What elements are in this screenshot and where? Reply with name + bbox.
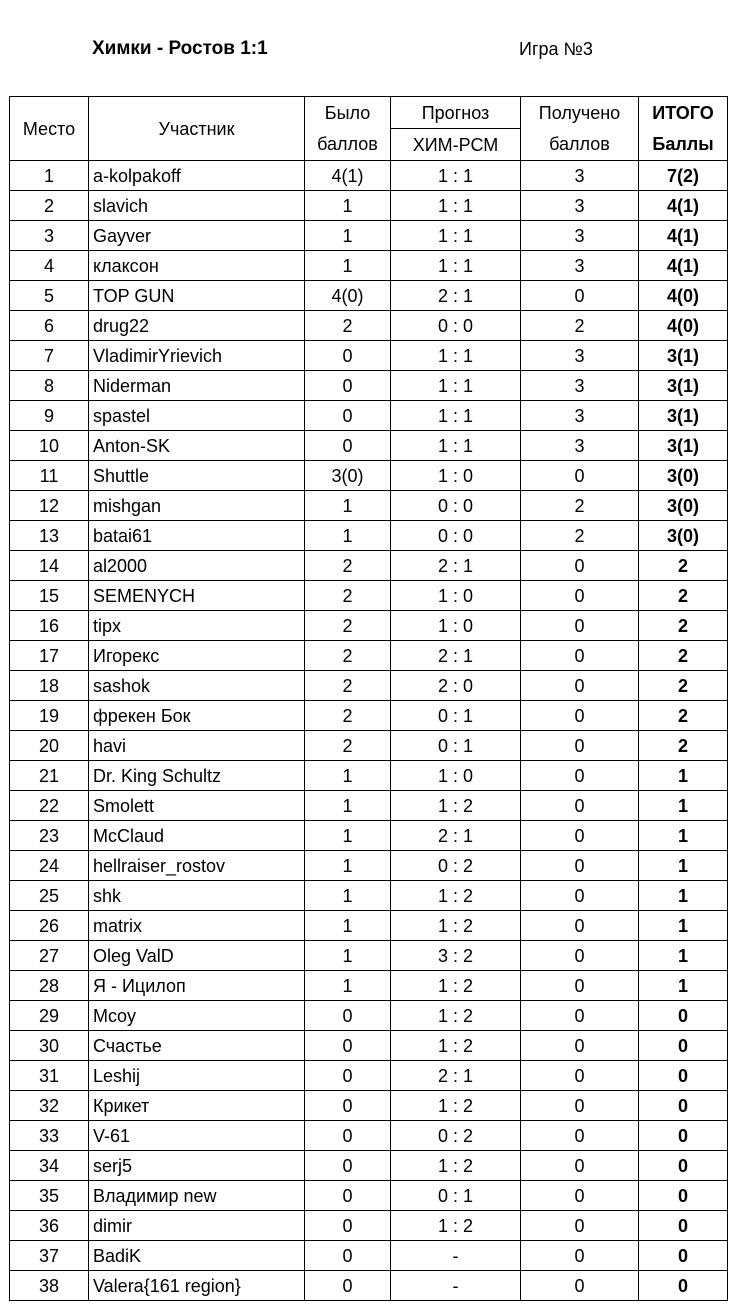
cell-got-points: 0 xyxy=(521,1181,639,1211)
table-row xyxy=(10,521,728,551)
cell-place: 20 xyxy=(10,731,89,761)
cell-total: 1 xyxy=(639,941,728,971)
cell-forecast: 1 : 2 xyxy=(391,1091,521,1121)
cell-place: 21 xyxy=(10,761,89,791)
table-row xyxy=(10,371,728,401)
cell-participant: VladimirYrievich xyxy=(89,341,305,371)
cell-got-points: 0 xyxy=(521,941,639,971)
cell-total: 7(2) xyxy=(639,161,728,191)
table-row xyxy=(10,761,728,791)
cell-place: 30 xyxy=(10,1031,89,1061)
table-row xyxy=(10,491,728,521)
cell-place: 24 xyxy=(10,851,89,881)
cell-forecast: 1 : 2 xyxy=(391,791,521,821)
cell-had-points: 1 xyxy=(305,881,391,911)
header-got-bottom: баллов xyxy=(521,129,639,161)
cell-got-points: 3 xyxy=(521,431,639,461)
cell-had-points: 1 xyxy=(305,791,391,821)
cell-forecast: 1 : 2 xyxy=(391,911,521,941)
cell-had-points: 2 xyxy=(305,551,391,581)
cell-participant: Dr. King Schultz xyxy=(89,761,305,791)
cell-had-points: 0 xyxy=(305,1001,391,1031)
cell-got-points: 0 xyxy=(521,1061,639,1091)
cell-forecast: 1 : 1 xyxy=(391,221,521,251)
cell-participant: spastel xyxy=(89,401,305,431)
cell-place: 33 xyxy=(10,1121,89,1151)
cell-had-points: 0 xyxy=(305,1091,391,1121)
cell-forecast: 1 : 1 xyxy=(391,341,521,371)
cell-got-points: 0 xyxy=(521,671,639,701)
cell-place: 27 xyxy=(10,941,89,971)
cell-total: 2 xyxy=(639,671,728,701)
cell-got-points: 2 xyxy=(521,311,639,341)
cell-had-points: 1 xyxy=(305,971,391,1001)
cell-place: 31 xyxy=(10,1061,89,1091)
table-row xyxy=(10,461,728,491)
cell-total: 2 xyxy=(639,581,728,611)
cell-place: 2 xyxy=(10,191,89,221)
cell-participant: drug22 xyxy=(89,311,305,341)
cell-total: 1 xyxy=(639,791,728,821)
cell-forecast: 0 : 1 xyxy=(391,1181,521,1211)
cell-total: 2 xyxy=(639,551,728,581)
cell-forecast: 2 : 1 xyxy=(391,641,521,671)
game-number: Игра №3 xyxy=(519,39,593,59)
header-forecast-top: Прогноз xyxy=(391,97,521,129)
cell-total: 3(0) xyxy=(639,521,728,551)
cell-got-points: 0 xyxy=(521,791,639,821)
cell-had-points: 4(0) xyxy=(305,281,391,311)
match-title: Химки - Ростов 1:1 xyxy=(92,38,268,59)
cell-participant: Игорекс xyxy=(89,641,305,671)
header-had-top: Было xyxy=(305,97,391,129)
cell-forecast: 0 : 2 xyxy=(391,1121,521,1151)
cell-total: 4(1) xyxy=(639,191,728,221)
cell-had-points: 2 xyxy=(305,581,391,611)
cell-forecast: 1 : 0 xyxy=(391,611,521,641)
cell-got-points: 0 xyxy=(521,581,639,611)
table-row xyxy=(10,1091,728,1121)
cell-total: 0 xyxy=(639,1151,728,1181)
table-row xyxy=(10,1031,728,1061)
cell-got-points: 0 xyxy=(521,851,639,881)
table-row xyxy=(10,971,728,1001)
cell-total: 2 xyxy=(639,611,728,641)
cell-forecast: 1 : 1 xyxy=(391,371,521,401)
table-row xyxy=(10,941,728,971)
cell-total: 4(0) xyxy=(639,311,728,341)
table-row xyxy=(10,161,728,191)
cell-forecast: 0 : 1 xyxy=(391,731,521,761)
cell-participant: al2000 xyxy=(89,551,305,581)
table-row xyxy=(10,1151,728,1181)
cell-place: 16 xyxy=(10,611,89,641)
cell-got-points: 3 xyxy=(521,371,639,401)
cell-forecast: 1 : 2 xyxy=(391,1001,521,1031)
cell-got-points: 0 xyxy=(521,1001,639,1031)
cell-got-points: 0 xyxy=(521,881,639,911)
cell-place: 36 xyxy=(10,1211,89,1241)
header-had-bottom: баллов xyxy=(305,129,391,161)
cell-got-points: 0 xyxy=(521,611,639,641)
cell-forecast: 0 : 0 xyxy=(391,491,521,521)
cell-total: 3(1) xyxy=(639,401,728,431)
cell-total: 1 xyxy=(639,971,728,1001)
table-row xyxy=(10,1061,728,1091)
cell-place: 4 xyxy=(10,251,89,281)
cell-place: 17 xyxy=(10,641,89,671)
cell-forecast: 3 : 2 xyxy=(391,941,521,971)
cell-forecast: 1 : 2 xyxy=(391,971,521,1001)
cell-forecast: 1 : 1 xyxy=(391,161,521,191)
cell-got-points: 0 xyxy=(521,1241,639,1271)
cell-got-points: 0 xyxy=(521,461,639,491)
table-row xyxy=(10,611,728,641)
table-row xyxy=(10,1271,728,1301)
cell-place: 35 xyxy=(10,1181,89,1211)
cell-had-points: 0 xyxy=(305,1181,391,1211)
cell-had-points: 3(0) xyxy=(305,461,391,491)
cell-place: 10 xyxy=(10,431,89,461)
cell-got-points: 0 xyxy=(521,701,639,731)
cell-got-points: 3 xyxy=(521,221,639,251)
cell-place: 11 xyxy=(10,461,89,491)
cell-forecast: 1 : 0 xyxy=(391,761,521,791)
cell-had-points: 1 xyxy=(305,851,391,881)
cell-had-points: 1 xyxy=(305,821,391,851)
cell-total: 0 xyxy=(639,1121,728,1151)
table-row xyxy=(10,851,728,881)
cell-participant: Владимир new xyxy=(89,1181,305,1211)
cell-participant: Oleg ValD xyxy=(89,941,305,971)
cell-place: 6 xyxy=(10,311,89,341)
cell-participant: Shuttle xyxy=(89,461,305,491)
cell-forecast: - xyxy=(391,1271,521,1301)
cell-forecast: 2 : 0 xyxy=(391,671,521,701)
table-row xyxy=(10,1001,728,1031)
cell-had-points: 0 xyxy=(305,371,391,401)
cell-participant: slavich xyxy=(89,191,305,221)
cell-participant: sashok xyxy=(89,671,305,701)
header-got-top: Получено xyxy=(521,97,639,129)
cell-total: 2 xyxy=(639,731,728,761)
table-row xyxy=(10,581,728,611)
cell-total: 3(1) xyxy=(639,341,728,371)
cell-got-points: 3 xyxy=(521,191,639,221)
table-row xyxy=(10,701,728,731)
cell-participant: a-kolpakoff xyxy=(89,161,305,191)
cell-forecast: 2 : 1 xyxy=(391,1061,521,1091)
cell-had-points: 0 xyxy=(305,1211,391,1241)
table-row xyxy=(10,821,728,851)
cell-total: 3(1) xyxy=(639,371,728,401)
cell-had-points: 0 xyxy=(305,401,391,431)
cell-had-points: 0 xyxy=(305,1241,391,1271)
cell-got-points: 0 xyxy=(521,1151,639,1181)
table-row xyxy=(10,911,728,941)
cell-had-points: 2 xyxy=(305,311,391,341)
cell-had-points: 1 xyxy=(305,491,391,521)
cell-forecast: 1 : 2 xyxy=(391,1211,521,1241)
cell-got-points: 0 xyxy=(521,551,639,581)
cell-got-points: 0 xyxy=(521,1091,639,1121)
cell-participant: клаксон xyxy=(89,251,305,281)
cell-place: 23 xyxy=(10,821,89,851)
cell-got-points: 0 xyxy=(521,761,639,791)
cell-participant: hellraiser_rostov xyxy=(89,851,305,881)
table-row xyxy=(10,221,728,251)
cell-forecast: 0 : 1 xyxy=(391,701,521,731)
cell-got-points: 0 xyxy=(521,1211,639,1241)
cell-place: 5 xyxy=(10,281,89,311)
cell-total: 2 xyxy=(639,701,728,731)
table-row xyxy=(10,251,728,281)
table-row xyxy=(10,281,728,311)
cell-forecast: 0 : 0 xyxy=(391,311,521,341)
cell-total: 4(1) xyxy=(639,221,728,251)
cell-forecast: 2 : 1 xyxy=(391,821,521,851)
cell-participant: dimir xyxy=(89,1211,305,1241)
cell-had-points: 0 xyxy=(305,1271,391,1301)
cell-participant: Anton-SK xyxy=(89,431,305,461)
standings-rows xyxy=(10,161,728,1301)
cell-total: 0 xyxy=(639,1241,728,1271)
table-row xyxy=(10,191,728,221)
table-row xyxy=(10,671,728,701)
cell-had-points: 0 xyxy=(305,341,391,371)
cell-participant: Я - Ицилоп xyxy=(89,971,305,1001)
table-row xyxy=(10,431,728,461)
cell-total: 1 xyxy=(639,761,728,791)
cell-place: 26 xyxy=(10,911,89,941)
cell-got-points: 3 xyxy=(521,161,639,191)
header-total-bottom: Баллы xyxy=(639,129,728,161)
cell-participant: Niderman xyxy=(89,371,305,401)
cell-forecast: 1 : 2 xyxy=(391,1031,521,1061)
cell-place: 34 xyxy=(10,1151,89,1181)
cell-total: 0 xyxy=(639,1271,728,1301)
cell-got-points: 3 xyxy=(521,401,639,431)
cell-total: 1 xyxy=(639,911,728,941)
cell-place: 25 xyxy=(10,881,89,911)
cell-total: 0 xyxy=(639,1031,728,1061)
cell-had-points: 2 xyxy=(305,611,391,641)
cell-place: 29 xyxy=(10,1001,89,1031)
table-row xyxy=(10,731,728,761)
cell-got-points: 0 xyxy=(521,821,639,851)
cell-place: 15 xyxy=(10,581,89,611)
cell-participant: Счастье xyxy=(89,1031,305,1061)
cell-got-points: 0 xyxy=(521,1271,639,1301)
table-row xyxy=(10,1211,728,1241)
cell-participant: Gayver xyxy=(89,221,305,251)
cell-forecast: 1 : 0 xyxy=(391,581,521,611)
cell-forecast: 1 : 0 xyxy=(391,461,521,491)
cell-had-points: 0 xyxy=(305,431,391,461)
cell-place: 22 xyxy=(10,791,89,821)
cell-total: 4(0) xyxy=(639,281,728,311)
cell-place: 1 xyxy=(10,161,89,191)
cell-had-points: 2 xyxy=(305,731,391,761)
table-row xyxy=(10,401,728,431)
cell-participant: Leshij xyxy=(89,1061,305,1091)
cell-had-points: 2 xyxy=(305,671,391,701)
cell-total: 0 xyxy=(639,1061,728,1091)
cell-participant: serj5 xyxy=(89,1151,305,1181)
cell-total: 1 xyxy=(639,851,728,881)
cell-place: 3 xyxy=(10,221,89,251)
cell-participant: фрекен Бок xyxy=(89,701,305,731)
cell-participant: mishgan xyxy=(89,491,305,521)
cell-place: 8 xyxy=(10,371,89,401)
cell-forecast: 1 : 2 xyxy=(391,1151,521,1181)
cell-participant: TOP GUN xyxy=(89,281,305,311)
cell-participant: havi xyxy=(89,731,305,761)
cell-place: 18 xyxy=(10,671,89,701)
cell-had-points: 1 xyxy=(305,251,391,281)
cell-had-points: 1 xyxy=(305,191,391,221)
cell-participant: McClaud xyxy=(89,821,305,851)
cell-had-points: 1 xyxy=(305,521,391,551)
cell-forecast: 1 : 2 xyxy=(391,881,521,911)
cell-total: 1 xyxy=(639,821,728,851)
cell-participant: Smolett xyxy=(89,791,305,821)
cell-participant: BadiK xyxy=(89,1241,305,1271)
cell-had-points: 1 xyxy=(305,911,391,941)
cell-got-points: 2 xyxy=(521,521,639,551)
table-row xyxy=(10,311,728,341)
cell-participant: shk xyxy=(89,881,305,911)
table-row xyxy=(10,551,728,581)
cell-place: 37 xyxy=(10,1241,89,1271)
cell-forecast: 1 : 1 xyxy=(391,191,521,221)
cell-forecast: 2 : 1 xyxy=(391,281,521,311)
cell-participant: SEMENYCH xyxy=(89,581,305,611)
cell-participant: batai61 xyxy=(89,521,305,551)
cell-total: 0 xyxy=(639,1181,728,1211)
header-total-top: ИТОГО xyxy=(639,97,728,129)
header-place: Место xyxy=(10,97,89,161)
cell-place: 7 xyxy=(10,341,89,371)
cell-had-points: 0 xyxy=(305,1121,391,1151)
cell-total: 2 xyxy=(639,641,728,671)
cell-participant: tipx xyxy=(89,611,305,641)
cell-got-points: 3 xyxy=(521,341,639,371)
cell-participant: matrix xyxy=(89,911,305,941)
cell-participant: Mcoy xyxy=(89,1001,305,1031)
cell-place: 38 xyxy=(10,1271,89,1301)
table-row xyxy=(10,641,728,671)
cell-place: 12 xyxy=(10,491,89,521)
cell-forecast: 1 : 1 xyxy=(391,401,521,431)
cell-got-points: 0 xyxy=(521,1121,639,1151)
cell-got-points: 0 xyxy=(521,731,639,761)
cell-total: 1 xyxy=(639,881,728,911)
cell-got-points: 0 xyxy=(521,641,639,671)
cell-forecast: 0 : 0 xyxy=(391,521,521,551)
cell-total: 3(0) xyxy=(639,461,728,491)
cell-forecast: 2 : 1 xyxy=(391,551,521,581)
cell-total: 3(0) xyxy=(639,491,728,521)
table-row xyxy=(10,1121,728,1151)
table-row xyxy=(10,1181,728,1211)
cell-participant: V-61 xyxy=(89,1121,305,1151)
header-forecast-bottom: ХИМ-РСМ xyxy=(391,129,521,161)
cell-had-points: 1 xyxy=(305,221,391,251)
header-participant: Участник xyxy=(89,97,305,161)
cell-place: 19 xyxy=(10,701,89,731)
standings-table xyxy=(9,96,728,1301)
cell-total: 4(1) xyxy=(639,251,728,281)
cell-place: 32 xyxy=(10,1091,89,1121)
cell-total: 3(1) xyxy=(639,431,728,461)
cell-got-points: 0 xyxy=(521,281,639,311)
cell-had-points: 2 xyxy=(305,641,391,671)
cell-had-points: 2 xyxy=(305,701,391,731)
cell-place: 9 xyxy=(10,401,89,431)
table-row xyxy=(10,881,728,911)
cell-had-points: 0 xyxy=(305,1031,391,1061)
cell-place: 14 xyxy=(10,551,89,581)
cell-got-points: 0 xyxy=(521,1031,639,1061)
cell-had-points: 1 xyxy=(305,941,391,971)
cell-total: 0 xyxy=(639,1091,728,1121)
cell-place: 13 xyxy=(10,521,89,551)
cell-got-points: 0 xyxy=(521,911,639,941)
cell-had-points: 0 xyxy=(305,1061,391,1091)
table-row xyxy=(10,1241,728,1271)
cell-got-points: 2 xyxy=(521,491,639,521)
cell-got-points: 3 xyxy=(521,251,639,281)
cell-forecast: - xyxy=(391,1241,521,1271)
cell-forecast: 1 : 1 xyxy=(391,251,521,281)
cell-total: 0 xyxy=(639,1211,728,1241)
cell-place: 28 xyxy=(10,971,89,1001)
cell-participant: Valera{161 region} xyxy=(89,1271,305,1301)
cell-had-points: 1 xyxy=(305,761,391,791)
table-row xyxy=(10,341,728,371)
cell-total: 0 xyxy=(639,1001,728,1031)
cell-got-points: 0 xyxy=(521,971,639,1001)
table-row xyxy=(10,791,728,821)
cell-had-points: 0 xyxy=(305,1151,391,1181)
cell-forecast: 0 : 2 xyxy=(391,851,521,881)
cell-forecast: 1 : 1 xyxy=(391,431,521,461)
cell-participant: Крикет xyxy=(89,1091,305,1121)
cell-had-points: 4(1) xyxy=(305,161,391,191)
